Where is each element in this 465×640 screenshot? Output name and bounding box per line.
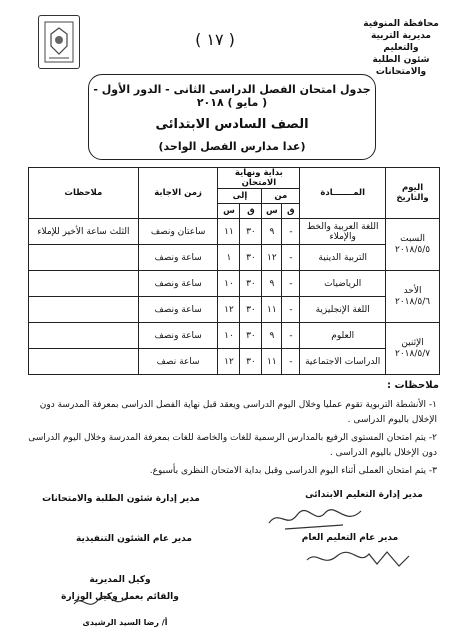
handwritten-signature (70, 592, 130, 614)
note-cell (29, 349, 139, 375)
note-cell (29, 245, 139, 271)
duration-cell: ساعتان ونصف (138, 219, 218, 245)
table-row (29, 349, 440, 375)
header-date: والتاريخ (396, 193, 429, 203)
to-minute-cell: ٣٠ (240, 323, 262, 349)
to-hour-cell: ١٢ (218, 297, 240, 323)
from-hour-cell: ١١ (262, 297, 282, 323)
to-hour-cell: ١٢ (218, 349, 240, 375)
header-from-hour: س (262, 204, 282, 219)
subject-cell: الرياضيات (300, 271, 386, 297)
header-to-minute: ق (240, 204, 262, 219)
to-minute-cell: ٣٠ (240, 349, 262, 375)
day-name: الأحد (403, 285, 422, 296)
title-box (88, 74, 376, 160)
emblem-logo (38, 15, 80, 69)
header-day: اليوم (401, 183, 424, 193)
subject-cell: العلوم (300, 323, 386, 349)
day-date: ٢٠١٨/٥/٦ (395, 296, 431, 307)
duration-cell: ساعة نصف (138, 349, 218, 375)
to-minute-cell: ٣٠ (240, 271, 262, 297)
table-row (29, 323, 440, 349)
from-minute-cell: - (282, 245, 300, 271)
signature-executive-director: مدير عام الشئون التنفيذية (76, 534, 192, 544)
header-notes: ملاحظات (29, 168, 139, 219)
grade-title: الصف السادس الابتدائى (155, 117, 309, 132)
day-cell (386, 219, 440, 271)
from-minute-cell: - (282, 219, 300, 245)
from-minute-cell: - (282, 349, 300, 375)
to-hour-cell: ١١ (218, 219, 240, 245)
note-cell: الثلث ساعة الأخير للإملاء (29, 219, 139, 245)
duration-cell: ساعة ونصف (138, 245, 218, 271)
from-minute-cell: - (282, 271, 300, 297)
header-start-end: بداية ونهاية الامتحان (218, 168, 300, 189)
header-duration: زمن الاجابة (138, 168, 218, 219)
signature-student-affairs: مدير إدارة شئون الطلبة والامتحانات (42, 494, 200, 504)
day-cell (386, 323, 440, 375)
from-hour-cell: ٩ (262, 323, 282, 349)
signature-deputy-name: أ/ رضا السيد الرشيدى (82, 618, 168, 627)
notes-list (27, 398, 437, 482)
from-hour-cell: ١١ (262, 349, 282, 375)
header-subject: المـــــــادة (300, 168, 386, 219)
subject-cell: التربية الدينية (300, 245, 386, 271)
handwritten-signature (303, 546, 413, 572)
schedule-table (28, 167, 440, 375)
header-from-minute: ق (282, 204, 300, 219)
handwritten-signature (265, 503, 365, 533)
signature-general-director: مدير عام التعليم العام (301, 533, 399, 543)
from-hour-cell: ٩ (262, 271, 282, 297)
duration-cell: ساعة ونصف (138, 297, 218, 323)
from-hour-cell: ١٢ (262, 245, 282, 271)
from-hour-cell: ٩ (262, 219, 282, 245)
note-item: ١- الأنشطة التربوية تقوم عمليا وخلال اليوم الدراسى ويعقد قبل نهاية الفصل الدراسى بمعرفة المدرسة دون الإخلال باليوم الدراسى . (39, 400, 437, 425)
subject-cell: اللغة العربية والخط والإملاء (300, 219, 386, 245)
header-from: من (262, 189, 300, 204)
day-name: الإثنين (401, 337, 424, 348)
table-row (29, 297, 440, 323)
ministry-header (355, 18, 447, 78)
ministry-line-affairs: شئون الطلبة والامتحانات (372, 55, 430, 77)
duration-cell: ساعة ونصف (138, 271, 218, 297)
from-minute-cell: - (282, 323, 300, 349)
header-to: إلى (218, 189, 262, 204)
ministry-line-governorate: محافظة المنوفية (363, 19, 439, 29)
subject-cell: الدراسات الاجتماعية (300, 349, 386, 375)
to-minute-cell: ٣٠ (240, 219, 262, 245)
to-minute-cell: ٣٠ (240, 297, 262, 323)
table-row (29, 219, 440, 245)
note-cell (29, 271, 139, 297)
exclusion-note: (عدا مدارس الفصل الواحد) (158, 140, 306, 153)
to-hour-cell: ١٠ (218, 323, 240, 349)
header-to-hour: س (218, 204, 240, 219)
schedule-title: جدول امتحان الفصل الدراسى الثانى - الدور الأول - ( مايو ) ٢٠١٨ (93, 83, 371, 109)
table-row (29, 271, 440, 297)
day-cell (386, 271, 440, 323)
note-item: ٢- يتم امتحان المستوى الرفيع بالمدارس الرسمية للغات والخاصة للغات بمعرفة المدرسة وخلال اليوم الدراسى دون الإخلال باليوم الدراسى . (28, 433, 437, 458)
signature-deputy-acting: والقائم بعمل وكيل الوزارة (61, 592, 179, 602)
table-row (29, 245, 440, 271)
note-item: ٣- يتم امتحان العملى أثناء اليوم الدراسى وقبل بداية الامتحان النظرى بأسبوع. (149, 466, 437, 476)
note-cell (29, 297, 139, 323)
note-cell (29, 323, 139, 349)
header-day-date (386, 168, 440, 219)
duration-cell: ساعة ونصف (138, 323, 218, 349)
to-hour-cell: ١ (218, 245, 240, 271)
day-date: ٢٠١٨/٥/٧ (395, 348, 431, 359)
day-name: السبت (400, 233, 425, 244)
day-date: ٢٠١٨/٥/٥ (395, 244, 431, 255)
from-minute-cell: - (282, 297, 300, 323)
to-hour-cell: ١٠ (218, 271, 240, 297)
page-number: ( ١٧ ) (195, 30, 235, 49)
notes-title: ملاحظات : (386, 380, 439, 391)
signature-deputy: وكيل المديرية (89, 575, 151, 585)
signature-primary-director: مدير إدارة التعليم الابتدائى (305, 490, 423, 500)
subject-cell: اللغة الإنجليزية (300, 297, 386, 323)
ministry-line-directorate: مديرية التربية والتعليم (371, 31, 431, 53)
to-minute-cell: ٣٠ (240, 245, 262, 271)
